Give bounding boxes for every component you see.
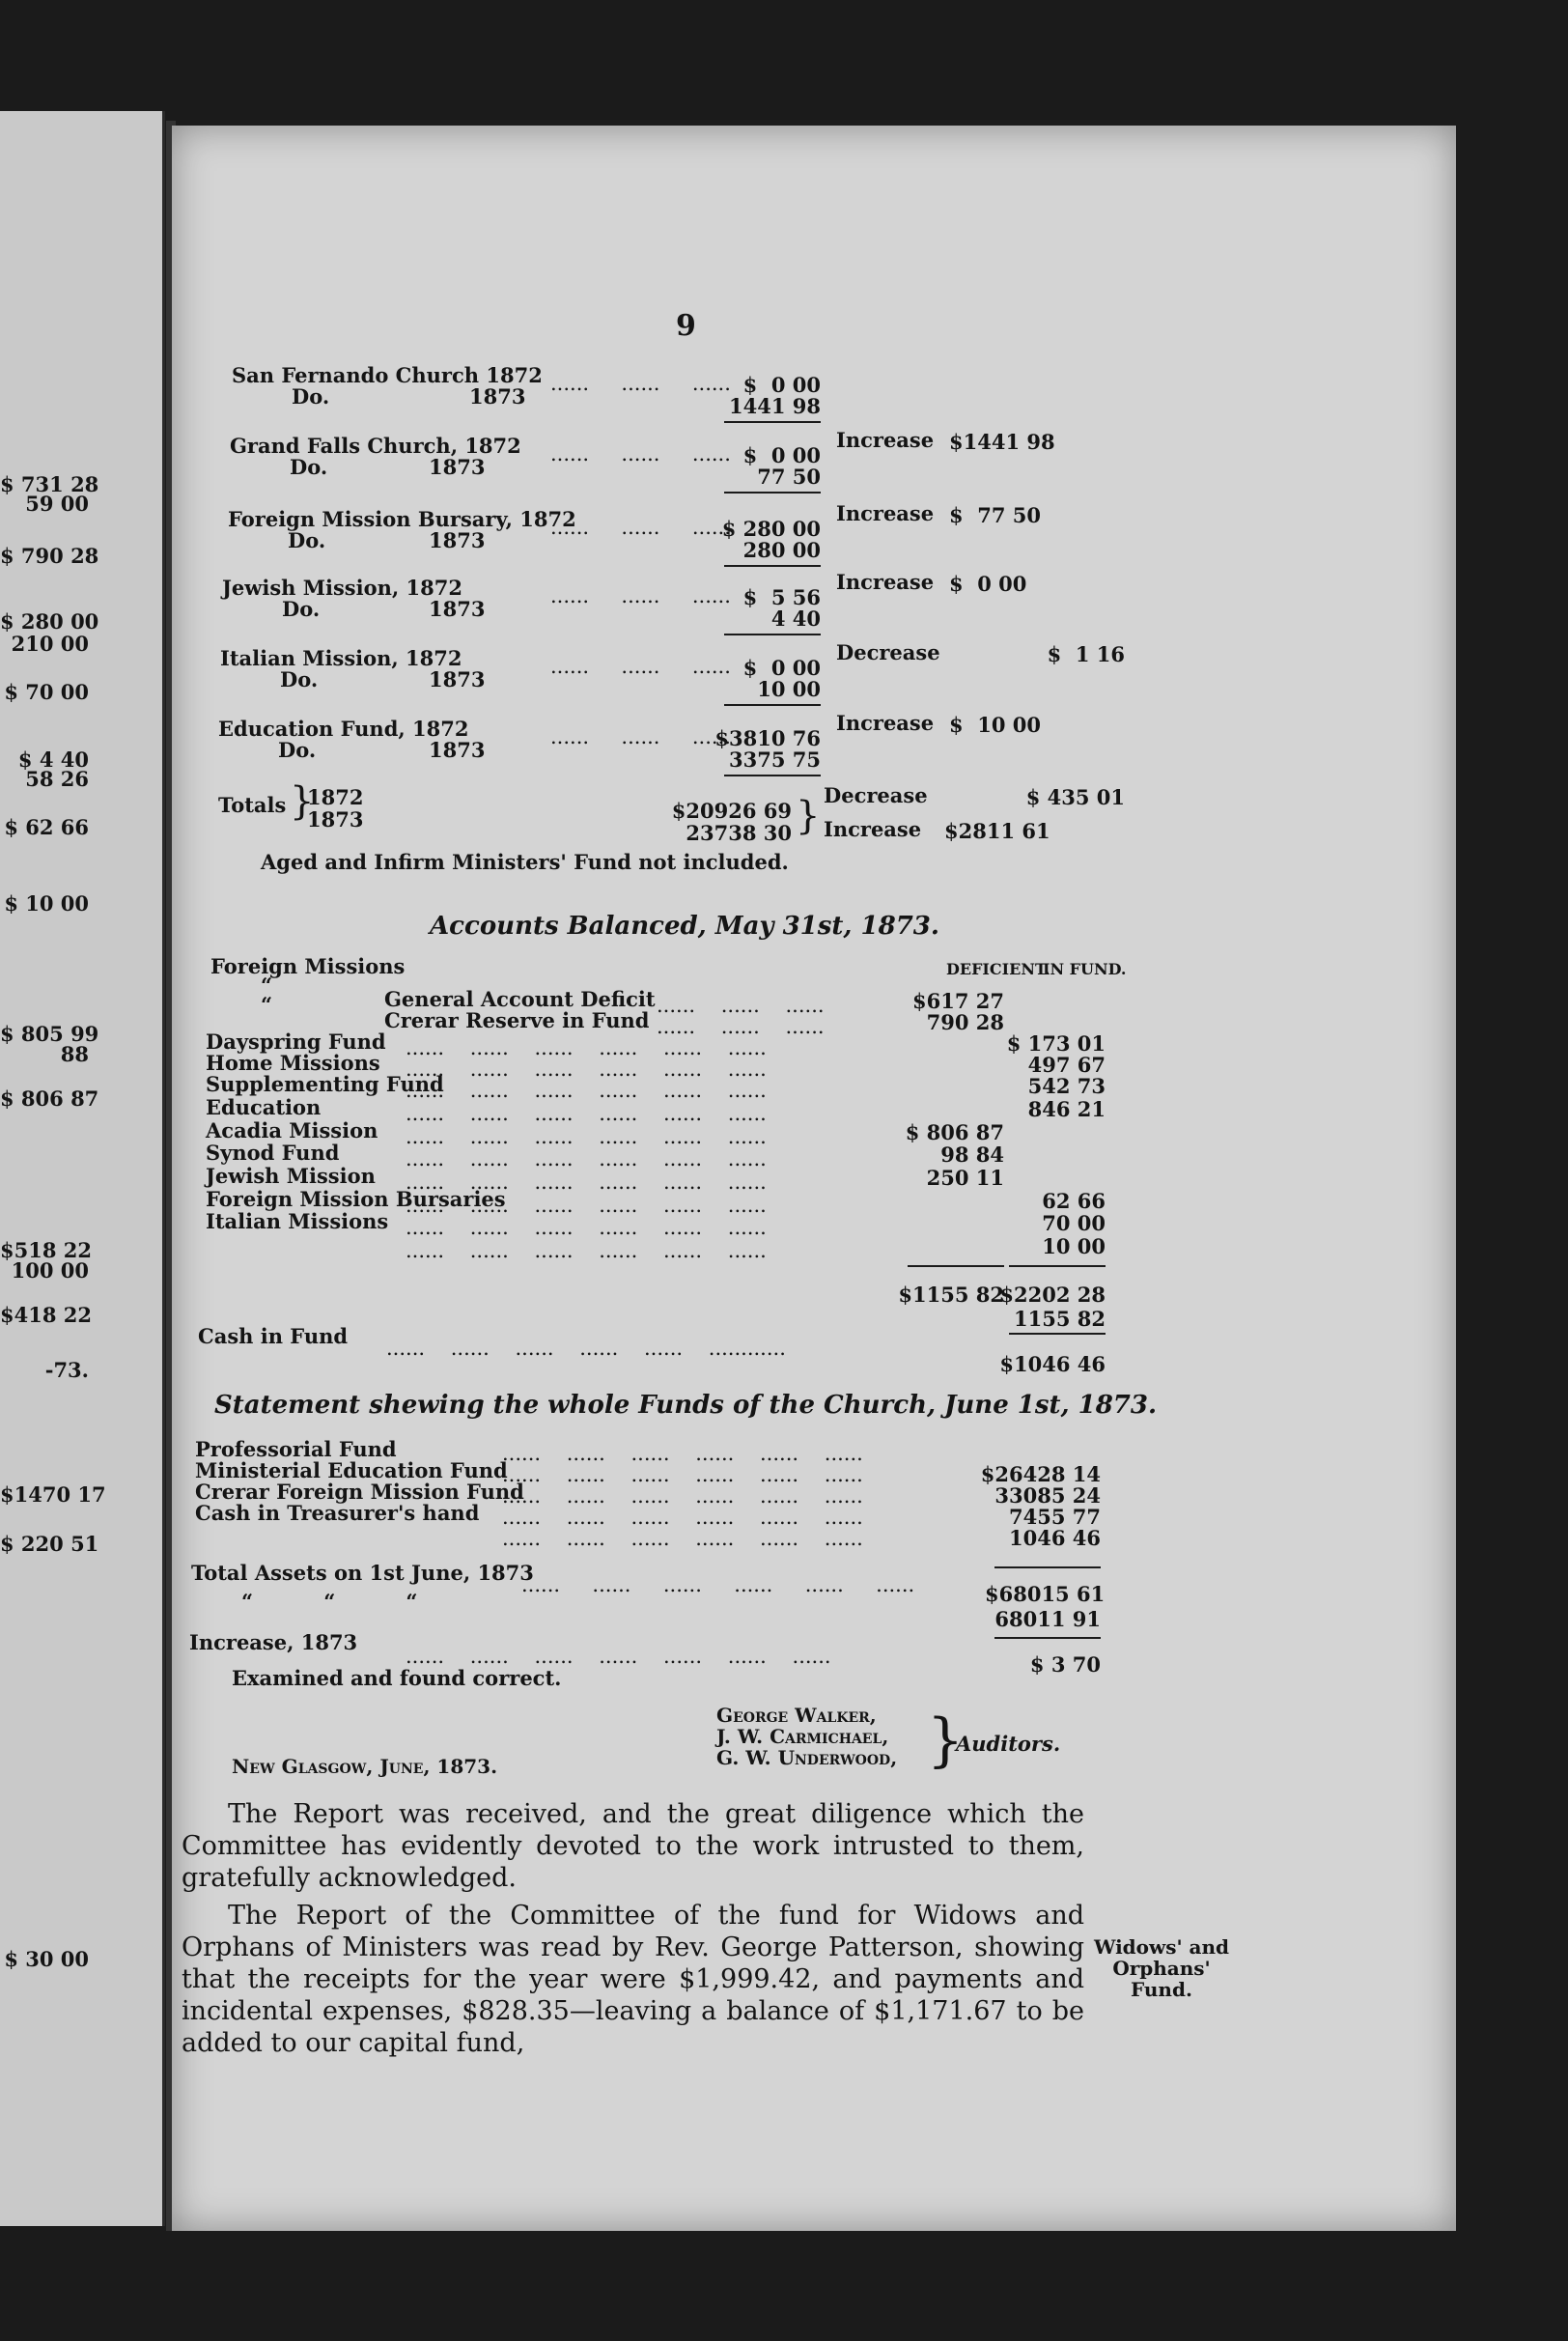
account-label: General Account Deficit — [384, 987, 656, 1011]
account-in-fund: 542 73 — [1027, 1074, 1106, 1098]
account-deficient: 790 28 — [926, 1010, 1004, 1034]
account-label: Education — [206, 1095, 322, 1119]
comparison-1873: 1873 — [469, 384, 526, 409]
comparison-value-1872: $ 0 00 — [742, 373, 821, 397]
cash-in-fund-value: $1046 46 — [999, 1352, 1106, 1376]
previous-page-fragment: $ 70 00 — [4, 680, 89, 704]
comparison-do: Do. — [278, 738, 317, 762]
statement-rule — [994, 1566, 1101, 1568]
previous-page-fragment: $ 731 28 — [0, 472, 99, 496]
account-in-fund: 846 21 — [1027, 1097, 1106, 1121]
fund-total: $2202 28 — [999, 1283, 1106, 1307]
comparison-rule — [724, 704, 821, 706]
account-label: Dayspring Fund — [206, 1029, 386, 1054]
comparison-value-1872: $ 5 56 — [742, 585, 821, 609]
dot-leader: ...... ...... ...... — [550, 372, 731, 395]
comparison-do: Do. — [292, 384, 330, 409]
previous-page-fragment: $ 62 66 — [4, 815, 89, 839]
dot-leader: ...... ...... ...... ...... ...... ...... — [406, 1036, 767, 1059]
accounts-rule-fund — [1009, 1265, 1106, 1267]
previous-page-fragment: 59 00 — [25, 492, 89, 516]
dot-leader: ...... ...... ...... — [550, 442, 731, 465]
totals-1873-label: 1873 — [307, 807, 364, 832]
increase-leader: ...... ...... ...... ...... ...... ...... ...... — [406, 1645, 831, 1668]
dot-leader: ...... ...... ...... — [657, 1015, 825, 1038]
dot-leader: ...... ...... ...... ...... ...... ...... — [406, 1079, 767, 1102]
totals-decrease-label: Decrease — [824, 783, 928, 807]
paragraph-report-received: The Report was received, and the great diligence which the Committee has evidently devoted to the work intrusted to them, gratefully acknowledged. — [182, 1799, 1084, 1893]
account-deficient: 250 11 — [926, 1166, 1004, 1190]
totals-1873-value: 23738 30 — [686, 821, 792, 845]
statement-value: 33085 24 — [994, 1483, 1101, 1508]
dot-leader: ...... ...... ...... ...... ...... ...... — [406, 1194, 767, 1217]
statement-value: 1046 46 — [1009, 1526, 1101, 1550]
auditors-brace: } — [927, 1706, 965, 1774]
account-deficient: $617 27 — [912, 989, 1004, 1013]
dot-leader: ...... ...... ...... ...... ...... ...... — [502, 1442, 863, 1465]
total-assets-value: $68015 61 — [985, 1582, 1106, 1606]
previous-page-fragment: 210 00 — [11, 632, 89, 656]
account-in-fund: 70 00 — [1042, 1211, 1106, 1235]
account-in-fund: 497 67 — [1027, 1053, 1106, 1077]
account-label: Acadia Mission — [206, 1118, 378, 1142]
auditor-1: George Walker, — [716, 1704, 877, 1727]
cash-leader: ...... ...... ...... ...... ...... ............ — [386, 1337, 786, 1360]
fund-rule — [1009, 1333, 1106, 1335]
statement-value: 7455 77 — [1009, 1505, 1101, 1529]
account-label: Foreign Mission Bursaries — [206, 1187, 506, 1211]
increase-label: Increase, 1873 — [189, 1630, 358, 1654]
total-assets-label: Total Assets on 1st June, 1873 — [191, 1561, 534, 1585]
previous-page-fragment: 58 26 — [25, 767, 89, 791]
comparison-1873: 1873 — [429, 528, 486, 552]
dot-leader: ...... ...... ...... ...... ...... ...... — [502, 1484, 863, 1508]
totals-1872-value: $20926 69 — [671, 799, 792, 823]
comparison-name: Foreign Mission Bursary, 1872 — [228, 507, 576, 531]
account-label: Supplementing Fund — [206, 1072, 444, 1096]
previous-page-fragment: $ 280 00 — [0, 609, 99, 634]
dot-leader: ...... ...... ...... — [550, 516, 731, 539]
page-number: 9 — [676, 309, 696, 343]
ditto-mark-2: “ — [261, 993, 273, 1017]
totals-change-amount: $2811 61 — [944, 819, 1050, 843]
totals-decrease-amount: $ 435 01 — [1025, 785, 1125, 809]
ditto-marks: “ “ “ — [241, 1590, 418, 1614]
totals-right-brace: } — [796, 794, 821, 838]
total-assets-leader: ...... ...... ...... ...... ...... ...... — [521, 1573, 915, 1596]
previous-page-fragment: $418 22 — [0, 1303, 92, 1327]
comparison-1873: 1873 — [429, 738, 486, 762]
comparison-change: Increase — [836, 570, 935, 594]
comparison-value-1873: 1441 98 — [729, 394, 821, 418]
account-label: Jewish Mission — [206, 1164, 376, 1188]
comparison-value-1872: $ 0 00 — [742, 656, 821, 680]
statement-label: Cash in Treasurer's hand — [195, 1501, 480, 1525]
previous-page-fragment: -73. — [44, 1358, 89, 1382]
comparison-name: San Fernando Church 1872 — [232, 363, 543, 387]
accounts-title: Accounts Balanced, May 31st, 1873. — [430, 912, 939, 941]
previous-page-fragment: $ 220 51 — [0, 1532, 99, 1556]
previous-page-fragment: $ 805 99 — [0, 1022, 99, 1046]
comparison-change: Increase — [836, 428, 935, 452]
comparison-do: Do. — [288, 528, 326, 552]
dot-leader: ...... ...... ...... — [550, 584, 731, 607]
comparison-do: Do. — [282, 597, 321, 621]
statement-value: $26428 14 — [980, 1462, 1101, 1486]
dot-leader: ...... ...... ...... — [657, 994, 825, 1017]
increase-rule — [994, 1637, 1101, 1639]
account-deficient: $ 806 87 — [905, 1120, 1004, 1144]
comparison-amount: $ 1 16 — [1047, 642, 1125, 666]
comparison-rule — [724, 492, 821, 494]
dot-leader: ...... ...... ...... ...... ...... ...... — [502, 1506, 863, 1529]
previous-page-fragment: $518 22 — [0, 1238, 92, 1262]
comparison-name: Italian Mission, 1872 — [220, 646, 462, 670]
margin-note-widows: Widows' and Orphans' Fund. — [1093, 1935, 1230, 2001]
previous-page-fragment: $ 790 28 — [0, 544, 99, 568]
fund-less-deficient: 1155 82 — [1014, 1307, 1106, 1331]
comparison-change: Decrease — [836, 640, 940, 664]
account-label: Home Missions — [206, 1051, 380, 1075]
dot-leader: ...... ...... ...... ...... ...... ...... — [406, 1102, 767, 1125]
comparison-rule — [724, 421, 821, 423]
previous-page-fragment: $ 4 40 — [17, 747, 89, 772]
ditto-mark-1: “ — [261, 973, 273, 998]
previous-page-edge — [0, 111, 165, 2226]
previous-page-fragment: $ 30 00 — [4, 1947, 89, 1971]
comparison-1873: 1873 — [429, 667, 486, 691]
comparison-name: Education Fund, 1872 — [218, 717, 469, 741]
auditor-2: J. W. Carmichael, — [716, 1725, 889, 1748]
dot-leader: ...... ...... ...... — [550, 655, 731, 678]
paragraph-widows-orphans: The Report of the Committee of the fund for Widows and Orphans of Ministers was read by Rev. George Patterson, showing that the receipts for the year were $1,999.42, and payments and incidental expenses, $828.35—leaving a balance of $1,171.67 to be added to our capital fund, — [182, 1901, 1084, 2058]
auditor-3: G. W. Underwood, — [716, 1746, 898, 1769]
comparison-name: Grand Falls Church, 1872 — [230, 434, 521, 458]
examined-note: Examined and found correct. — [232, 1666, 562, 1690]
comparison-amount: $ 10 00 — [949, 713, 1041, 737]
account-in-fund: 10 00 — [1042, 1234, 1106, 1258]
totals-change-label: Increase — [824, 817, 922, 841]
deficient-total: $1155 82 — [898, 1283, 1004, 1307]
cash-in-fund-label: Cash in Fund — [198, 1324, 349, 1348]
comparison-amount: $ 0 00 — [949, 572, 1027, 596]
totals-1872-label: 1872 — [307, 785, 364, 809]
comparison-rule — [724, 565, 821, 567]
deficient-header: DEFICIENT. — [946, 960, 1050, 978]
comparison-amount: $ 77 50 — [949, 503, 1041, 527]
comparison-value-1873: 3375 75 — [729, 747, 821, 772]
aged-note: Aged and Infirm Ministers' Fund not included. — [261, 850, 789, 874]
comparison-value-1872: $3810 76 — [714, 726, 821, 750]
comparison-name: Jewish Mission, 1872 — [222, 576, 462, 600]
previous-page-fragment: $ 806 87 — [0, 1086, 99, 1111]
totals-brace: } — [290, 779, 315, 824]
statement-title: Statement shewing the whole Funds of the Church, June 1st, 1873. — [214, 1391, 1158, 1420]
auditors-label: Auditors. — [956, 1732, 1061, 1756]
comparison-rule — [724, 634, 821, 635]
comparison-do: Do. — [280, 667, 319, 691]
totals-label: Totals — [218, 793, 287, 817]
account-in-fund: 62 66 — [1042, 1189, 1106, 1213]
comparison-1873: 1873 — [429, 597, 486, 621]
comparison-change: Increase — [836, 501, 935, 525]
comparison-value-1873: 10 00 — [757, 677, 821, 701]
increase-value: $ 3 70 — [1029, 1652, 1101, 1677]
comparison-1873: 1873 — [429, 455, 486, 479]
statement-label: Crerar Foreign Mission Fund — [195, 1480, 524, 1504]
account-label: Synod Fund — [206, 1141, 340, 1165]
account-deficient: 98 84 — [940, 1142, 1004, 1167]
accounts-foreign-label: Foreign Missions — [210, 954, 406, 978]
dot-leader: ...... ...... ...... ...... ...... ...... — [406, 1239, 767, 1262]
dot-leader: ...... ...... ...... ...... ...... ...... — [406, 1147, 767, 1170]
dot-leader: ...... ...... ...... ...... ...... ...... — [406, 1170, 767, 1194]
dot-leader: ...... ...... ...... ...... ...... ...... — [406, 1125, 767, 1148]
comparison-amount: $1441 98 — [949, 430, 1055, 454]
account-label: Italian Missions — [206, 1209, 389, 1233]
previous-assets-value: 68011 91 — [994, 1607, 1101, 1631]
account-in-fund: $ 173 01 — [1006, 1031, 1106, 1056]
statement-label: Ministerial Education Fund — [195, 1458, 508, 1482]
dot-leader: ...... ...... ...... ...... ...... ...... — [406, 1216, 767, 1239]
comparison-change: Increase — [836, 711, 935, 735]
comparison-value-1873: 280 00 — [742, 538, 821, 562]
dot-leader: ...... ...... ...... — [550, 725, 731, 748]
accounts-rule-deficient — [908, 1265, 1004, 1267]
comparison-value-1873: 4 40 — [770, 606, 821, 631]
previous-page-fragment: 88 — [60, 1042, 89, 1066]
in-fund-header: IN FUND. — [1043, 960, 1127, 978]
dot-leader: ...... ...... ...... ...... ...... ...... — [502, 1463, 863, 1486]
comparison-rule — [724, 775, 821, 776]
previous-page-fragment: $ 10 00 — [4, 891, 89, 916]
previous-page-fragment: 100 00 — [11, 1258, 89, 1283]
comparison-do: Do. — [290, 455, 328, 479]
comparison-value-1872: $ 280 00 — [721, 517, 821, 541]
previous-page-fragment: $1470 17 — [0, 1482, 106, 1507]
place-date: New Glasgow, June, 1873. — [232, 1755, 498, 1778]
dot-leader: ...... ...... ...... ...... ...... ...... — [406, 1058, 767, 1081]
comparison-value-1873: 77 50 — [757, 465, 821, 489]
dot-leader: ...... ...... ...... ...... ...... ...... — [502, 1527, 863, 1550]
comparison-value-1872: $ 0 00 — [742, 443, 821, 467]
statement-label: Professorial Fund — [195, 1437, 397, 1461]
account-label: Crerar Reserve in Fund — [384, 1008, 650, 1032]
